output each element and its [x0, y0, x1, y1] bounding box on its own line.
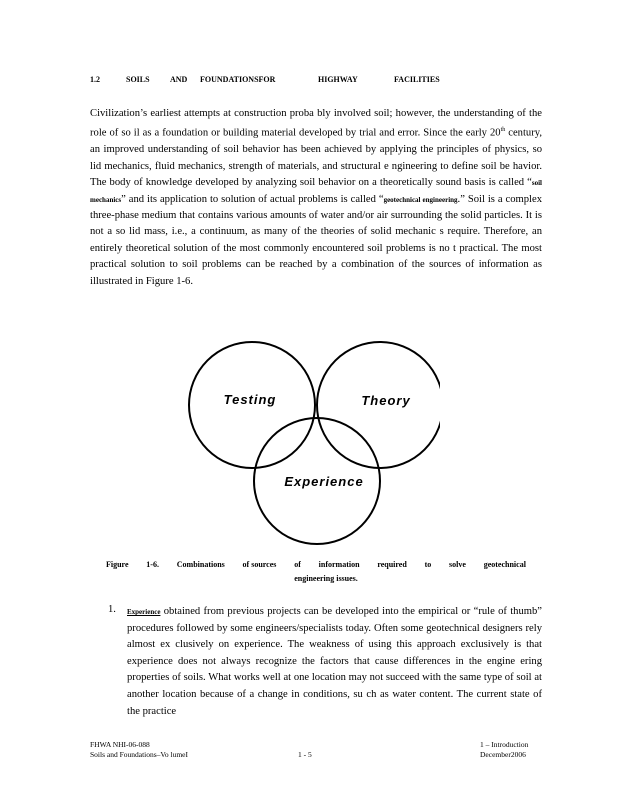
footer-doc-title: Soils and Foundations–Vo lumeI [90, 750, 188, 759]
caption-word: Figure [106, 560, 129, 569]
figure-caption [106, 558, 526, 586]
term-geotechnical-engineering: geotechnical engineering [383, 195, 458, 204]
paragraph-text: .” Soil is a complex three-phase medium that contains various amounts of water and/or air surrounding the solid particles. It is not a so lid mass, i.e., a continuum, as many of the theories of solid mechanic s require. Therefore, an entirely theoretical solution of the most commonly encountered soil problems is no t practical. The most practical solution to soil problems can be reached by a combination of the sources of information as illustrated in Figure 1-6. [90, 193, 542, 287]
caption-line [106, 558, 526, 572]
footer-doc-id: FHWA NHI-06-088 [90, 740, 150, 749]
term-soil-mechanics: soil mechanics [90, 179, 542, 204]
section-number: 1.2 [90, 75, 100, 84]
paragraph-text: ” and its application to solution of actual problems is called “ [121, 193, 384, 205]
list-number: 1. [108, 604, 116, 615]
heading-word: AND [170, 75, 188, 84]
term-experience: Experience [127, 608, 161, 616]
caption-word: of [294, 560, 301, 569]
caption-word: to [424, 560, 432, 569]
experience-label: Experience [284, 474, 364, 489]
paragraph-text: century, an improved understanding of soil behavior has been achieved by applying the principles of physics, so lid mechanics, fluid mechanics, strength of materials, and structural e ngineering to define soil be havior. The body of knowledge developed by analyzing soil behavior on a theoretically sound basis is called “ [90, 127, 542, 189]
caption-word: 1-6. [146, 560, 159, 569]
intro-paragraph [90, 106, 542, 290]
footer-right [480, 740, 528, 760]
theory-label: Theory [361, 393, 411, 408]
footer-chapter: 1 – Introduction [480, 740, 529, 749]
list-body: obtained from previous projects can be developed into the empirical or “rule of thumb” procedures followed by some engineers/specialists today. Often some geotechnical designers rely almost ex clusively on experience. The weakness of using this approach exclusively is that experience does not always recognize the factors that cause differences in the engine ering properties of soils. What works well at one location may not succeed with the same type of soil at another location because of a change in conditions, su ch as water content. The current state of the practice [127, 606, 542, 717]
paragraph-text: Civilization’s earliest attempts at construction proba bly involved soil; however, the understanding of the role of so il as a foundation or building material developed by trial and error. Since the early 20 [90, 108, 542, 139]
testing-label: Testing [223, 392, 277, 407]
caption-word: solve [449, 560, 466, 569]
caption-line: engineering issues. [294, 574, 358, 583]
caption-word: of sources [242, 560, 277, 569]
caption-word: information [318, 560, 360, 569]
footer-left [90, 740, 188, 760]
superscript: th [500, 127, 506, 134]
heading-word: FACILITIES [394, 75, 440, 84]
heading-word: HIGHWAY [318, 75, 358, 84]
caption-word: Combinations [176, 560, 225, 569]
venn-diagram [180, 328, 440, 553]
caption-word: geotechnical [483, 560, 526, 569]
footer-date: December2006 [480, 750, 526, 759]
page-number: 1 - 5 [298, 750, 312, 759]
caption-word: required [377, 560, 407, 569]
list-item-text [127, 604, 542, 720]
heading-word: FOUNDATIONSFOR [200, 75, 276, 84]
heading-word: SOILS [126, 75, 150, 84]
section-heading [90, 75, 530, 84]
